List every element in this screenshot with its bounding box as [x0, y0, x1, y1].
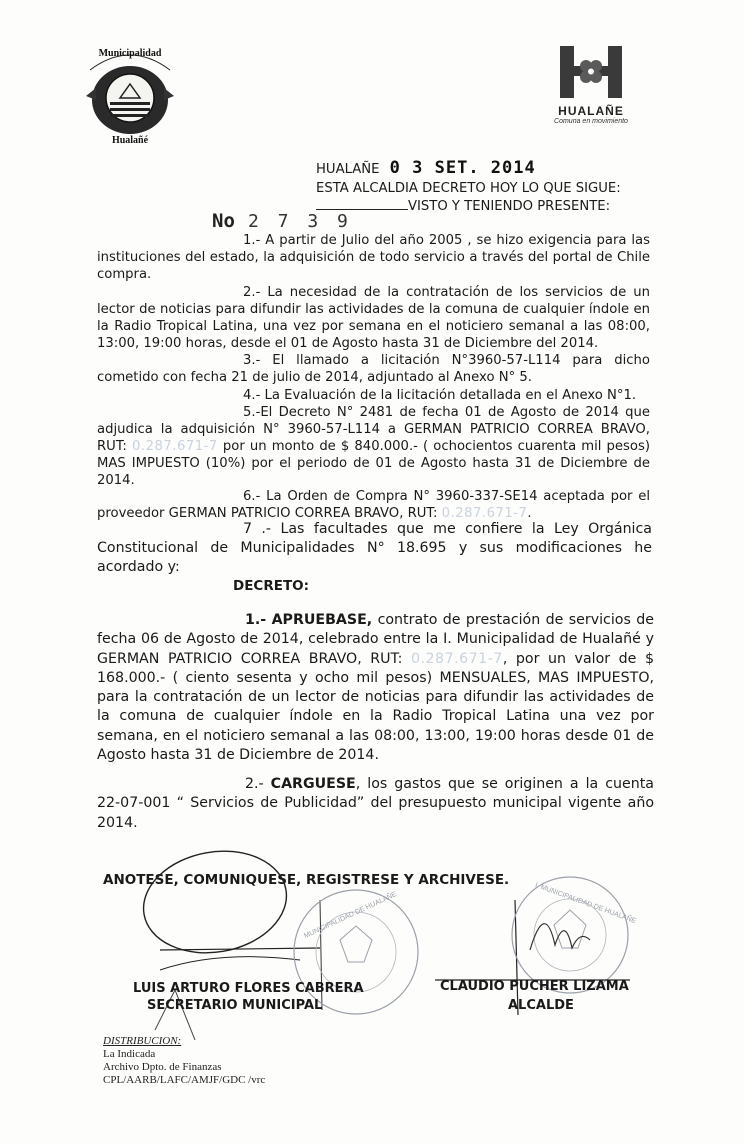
- distribution-line: Archivo Dpto. de Finanzas: [103, 1061, 222, 1073]
- distribution-line: La Indicada: [103, 1048, 156, 1060]
- resolutivo-1-keyword: APRUEBASE,: [271, 612, 373, 628]
- mayor-name: CLAUDIO PUCHER LIZAMA: [440, 979, 629, 994]
- alcaldia-line: ESTA ALCALDIA DECRETO HOY LO QUE SIGUE:: [316, 181, 621, 196]
- date-stamp: 0 3 SET. 2014: [389, 158, 536, 178]
- resolutivo-1: [97, 611, 654, 765]
- considerando-2: 2.- La necesidad de la contratación de los servicios de un lector de noticias para difundir las actividades de la comuna de cualquier índole en la Radio Tropical Latina, una vez por semana en el noticiero semanal a las 08:00, 13:00, 19:00 horas, desde el 01 de Agosto hasta 31 de Diciembre del 2014.: [97, 285, 650, 351]
- right-signature-scribble: [530, 924, 590, 950]
- considerando-5: [97, 404, 650, 489]
- decree-number: [212, 210, 352, 232]
- decreto-heading: DECRETO:: [233, 578, 310, 594]
- mayor-title: ALCALDE: [508, 998, 574, 1013]
- redacted-rut: 0.287.671-7: [441, 506, 528, 521]
- distribution-heading: DISTRIBUCION:: [103, 1035, 182, 1047]
- considerando-6-text-b: .: [527, 506, 532, 521]
- municipal-crest-logo: [80, 40, 180, 148]
- considerando-3: 3.- El llamado a licitación N°3960-57-L114 para dicho cometido con fecha 21 de julio de 2014, adjuntado al Anexo N° 5.: [97, 353, 650, 385]
- considerando-7: 7 .- Las facultades que me confiere la Ley Orgánica Constitucional de Municipalidades N° 18.695 y sus modificaciones he acordado y:: [97, 521, 652, 575]
- closing-formula: ANOTESE, COMUNIQUESE, REGISTRESE Y ARCHIVESE.: [103, 872, 510, 888]
- place-line: [316, 160, 536, 178]
- distribution-line: CPL/AARB/LAFC/AMJF/GDC /vrc: [103, 1074, 266, 1086]
- distribution-block: [103, 1035, 265, 1087]
- considerando-4: 4.- La Evaluación de la licitación detallada en el Anexo N°1.: [243, 388, 637, 403]
- left-signature-stroke: [160, 948, 320, 950]
- resolutivo-2: [97, 775, 654, 833]
- visto-text: VISTO Y TENIENDO PRESENTE:: [408, 199, 611, 214]
- resolutivo-1-text-a: contrato de prestación de servicios de fecha 06 de Agosto de 2014, celebrado entre la I. Municipalidad de Hualañé y GERMAN PATRICIO CORREA BRAVO, RUT:: [97, 612, 655, 667]
- decree-number-prefix: No: [212, 210, 235, 232]
- decree-number-value: 2 7 3 9: [247, 211, 352, 232]
- seal-left-text: MUNICIPALIDAD DE HUALAÑE: [303, 890, 398, 941]
- redacted-rut: 0.287.671-7: [132, 439, 218, 454]
- secretary-title: SECRETARIO MUNICIPAL: [147, 998, 323, 1013]
- resolutivo-1-number: 1.-: [245, 612, 267, 628]
- considerando-6-text-a: 6.- La Orden de Compra N° 3960-337-SE14 aceptada por el proveedor GERMAN PATRICIO CORREA BRAVO, RUT:: [97, 489, 650, 521]
- svg-text:Municipalidad: Municipalidad: [98, 48, 162, 59]
- considerando-5-text-b: por un monto de $ 840.000.- ( ochocientos cuarenta mil pesos) MAS IMPUESTO (10%) por el periodo de 01 de Agosto hasta 31 de Diciembre de 2014.: [97, 439, 650, 488]
- resolutivo-2-number: 2.-: [245, 776, 264, 792]
- considerando-5-text-a: 5.-El Decreto N° 2481 de fecha 01 de Agosto de 2014 que adjudica la adquisición N° 3960-57-L114 a GERMAN PATRICIO CORREA BRAVO, RUT:: [97, 405, 650, 454]
- left-signature-loop: [135, 840, 294, 963]
- considerando-1: 1.- A partir de Julio del año 2005 , se hizo exigencia para las instituciones del estado, la adquisición de todo servicio a través del portal de Chile compra.: [97, 233, 650, 282]
- seal-right-text: I. MUNICIPALIDAD DE HUALAÑE: [534, 881, 637, 926]
- hualane-brand-logo: [548, 44, 634, 134]
- resolutivo-2-text: , los gastos que se originen a la cuenta 22-07-001 “ Servicios de Publicidad” del presupuesto municipal vigente año 2014.: [97, 776, 654, 831]
- redacted-rut: 0.287.671-7: [410, 650, 503, 667]
- place-name: HUALAÑE: [316, 162, 380, 177]
- h-logo-icon: [556, 44, 626, 100]
- brand-name: HUALAÑE: [558, 104, 624, 118]
- visto-line: [316, 197, 610, 215]
- secretary-name: LUIS ARTURO FLORES CABRERA: [133, 981, 364, 996]
- svg-text:Hualañé: Hualañé: [111, 135, 149, 146]
- resolutivo-2-keyword: CARGUESE: [270, 776, 356, 792]
- considerando-6: [97, 488, 650, 522]
- brand-tagline: Comuna en movimiento: [554, 118, 628, 125]
- resolutivo-1-text-b: , por un valor de $ 168.000.- ( ciento sesenta y ocho mil pesos) MENSUALES, MAS IMPUESTO, para la contratación de un lector de noticias para difundir las actividades de la comuna de cualquier índole en la Radio Tropical Latina una vez por semana, en el noticiero semanal a las 08:00, 13:00, 19:00 horas desde 01 de Agosto hasta 31 de Diciembre de 2014.: [97, 650, 655, 764]
